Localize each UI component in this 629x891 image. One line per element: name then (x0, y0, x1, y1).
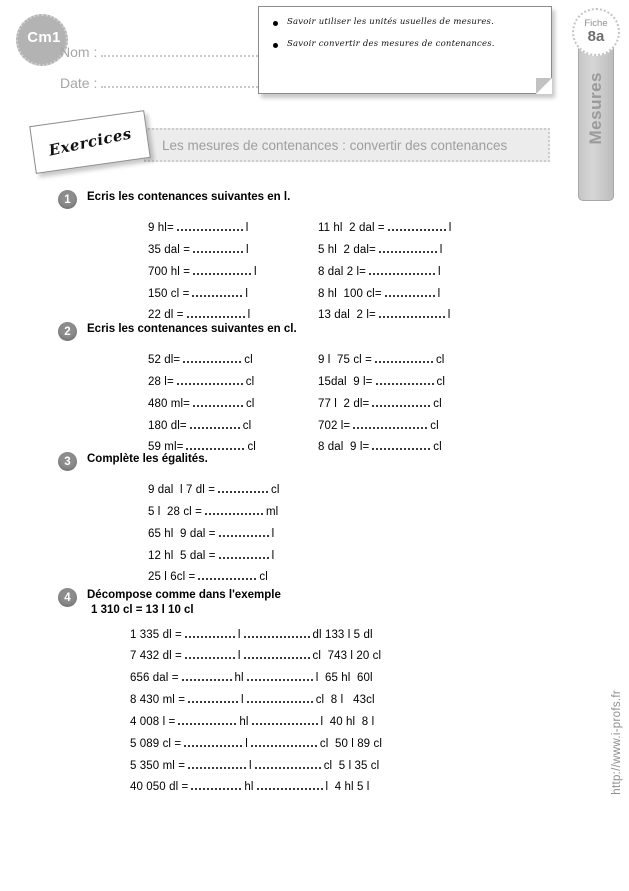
exercise-4 (0, 588, 570, 799)
answer-line (318, 394, 498, 416)
answer-blank[interactable] (244, 627, 310, 638)
answer-blank[interactable] (192, 286, 242, 297)
answer-blank[interactable] (257, 779, 323, 790)
line-suffix: cl 5 l 35 cl (323, 759, 380, 772)
line-prefix: 150 cl = (148, 287, 190, 300)
line-suffix: l (437, 287, 441, 300)
line-prefix: 28 l= (148, 375, 174, 388)
exercise-1-right-column (318, 218, 498, 327)
line-prefix: 35 dal = (148, 243, 191, 256)
answer-blank[interactable] (183, 352, 241, 363)
line-suffix: cl (259, 571, 268, 584)
line-prefix: 77 l 2 dl= (318, 397, 370, 410)
answer-line (130, 668, 490, 690)
answer-line (318, 284, 498, 306)
date-field-row (60, 75, 281, 91)
line-suffix: cl (242, 419, 252, 432)
answer-blank[interactable] (186, 439, 244, 450)
line-mid-unit: l (237, 628, 241, 641)
answer-blank[interactable] (182, 670, 232, 681)
line-suffix: l (247, 309, 251, 322)
answer-blank[interactable] (372, 439, 430, 450)
objective-text: Savoir utiliser les unités usuelles de mesures. (287, 17, 495, 27)
line-suffix: cl (436, 375, 446, 388)
answer-line (148, 480, 378, 502)
answer-blank[interactable] (388, 220, 446, 231)
sheet-number-badge (572, 8, 620, 56)
objectives-card (258, 6, 552, 94)
line-prefix: 8 dal 9 l= (318, 441, 370, 454)
name-label: Nom : (60, 44, 98, 60)
line-prefix: 59 ml= (148, 441, 184, 454)
line-mid-unit: l (237, 650, 241, 663)
exercise-3-heading (58, 452, 570, 471)
exercise-4-heading (58, 588, 570, 616)
answer-line (148, 350, 318, 372)
name-field-row (60, 44, 281, 60)
line-suffix: cl (244, 354, 253, 366)
sheet-word-label: Fiche (584, 18, 608, 29)
line-suffix: l (271, 527, 275, 540)
answer-blank[interactable] (379, 307, 445, 318)
answer-blank[interactable] (193, 264, 251, 275)
exercise-1-left-column (148, 218, 318, 327)
answer-line (148, 502, 378, 524)
answer-blank[interactable] (198, 569, 256, 580)
answer-line (318, 416, 498, 438)
page-title: Les mesures de contenances : convertir des contenances (162, 137, 508, 153)
answer-blank[interactable] (219, 548, 269, 559)
answer-line (130, 777, 490, 799)
name-input[interactable] (101, 45, 281, 57)
line-suffix: cl 50 l 89 cl (319, 737, 382, 750)
line-prefix: 8 430 ml = (130, 694, 186, 707)
level-badge-label: Cm1 (27, 28, 61, 46)
line-prefix: 8 dal 2 l= (318, 265, 366, 278)
line-mid-unit: l (245, 737, 248, 750)
line-suffix: l (245, 222, 249, 234)
line-prefix: 12 hl 5 dal = (148, 549, 216, 562)
line-prefix: 40 050 dl = (130, 781, 189, 794)
objective-item (273, 39, 539, 49)
answer-blank[interactable] (376, 374, 434, 385)
line-prefix: 702 l= (318, 419, 351, 432)
line-suffix: l (246, 243, 249, 256)
answer-line (318, 240, 498, 262)
answer-blank[interactable] (190, 418, 240, 429)
line-prefix: 9 l 75 cl = (318, 354, 372, 366)
line-prefix: 15dal 9 l= (318, 375, 373, 388)
date-input[interactable] (101, 76, 281, 88)
line-mid-unit: hl (234, 672, 244, 685)
answer-blank[interactable] (187, 307, 245, 318)
date-label: Date : (60, 75, 98, 91)
exercise-instruction: Complète les égalités. (87, 453, 208, 465)
sheet-number-label: 8a (587, 27, 605, 45)
exercise-3 (0, 452, 570, 589)
answer-blank[interactable] (205, 504, 263, 515)
answer-line (130, 625, 490, 647)
line-prefix: 9 dal l 7 dl = (148, 484, 216, 496)
line-suffix: cl (435, 354, 445, 366)
answer-blank[interactable] (178, 714, 236, 725)
line-prefix: 52 dl= (148, 354, 181, 366)
line-suffix: l (438, 265, 441, 278)
exercise-1-columns (0, 218, 570, 327)
answer-blank[interactable] (188, 758, 246, 769)
line-mid-unit: hl (244, 781, 254, 794)
objective-item (273, 17, 539, 27)
exercise-1-heading (58, 190, 570, 209)
line-suffix: cl (433, 441, 442, 454)
answer-line (148, 240, 318, 262)
exercise-number-badge: 4 (58, 588, 77, 607)
exercise-2-right-column (318, 350, 498, 459)
answer-line (148, 567, 378, 589)
answer-line (130, 734, 490, 756)
answer-blank[interactable] (191, 779, 241, 790)
line-prefix: 700 hl = (148, 265, 191, 278)
line-prefix: 5 350 ml = (130, 759, 186, 772)
bullet-icon (273, 21, 278, 26)
exercise-3-columns (0, 480, 570, 589)
line-mid-unit: l (249, 759, 252, 772)
answer-blank[interactable] (375, 352, 433, 363)
answer-blank[interactable] (177, 374, 243, 385)
line-suffix: cl 8 l 43cl (315, 694, 375, 707)
line-prefix: 65 hl 9 dal = (148, 527, 216, 540)
line-suffix: cl (271, 484, 280, 496)
exercices-tab (29, 110, 151, 174)
line-prefix: 13 dal 2 l= (318, 309, 376, 322)
exercise-instruction: Ecris les contenances suivantes en l. (87, 191, 291, 203)
line-suffix: l (271, 549, 275, 562)
exercise-number-badge: 3 (58, 452, 77, 471)
line-prefix: 1 335 dl = (130, 628, 182, 641)
exercise-2 (0, 322, 570, 459)
source-url: http://www.i-profs.fr (611, 690, 623, 795)
exercise-2-columns (0, 350, 570, 459)
bullet-icon (273, 43, 278, 48)
answer-blank[interactable] (255, 758, 321, 769)
exercise-example: 1 310 cl = 13 l 10 cl (91, 603, 194, 616)
answer-blank[interactable] (372, 396, 430, 407)
answer-blank[interactable] (177, 220, 243, 231)
answer-blank[interactable] (379, 242, 437, 253)
exercise-3-column (148, 480, 378, 589)
answer-blank[interactable] (385, 286, 435, 297)
exercise-instruction: Décompose comme dans l'exemple (87, 589, 281, 601)
exercices-tab-label: Exercices (46, 124, 134, 160)
line-prefix: 11 hl 2 dal = (318, 222, 385, 234)
answer-blank[interactable] (193, 242, 243, 253)
line-prefix: 9 hl= (148, 222, 174, 234)
answer-blank[interactable] (219, 526, 269, 537)
line-suffix: l (447, 309, 451, 322)
line-suffix: dl 133 l 5 dl (312, 628, 373, 641)
line-suffix: l 4 hl 5 l (325, 781, 370, 794)
answer-line (130, 646, 490, 668)
answer-blank[interactable] (251, 736, 317, 747)
line-suffix: cl 743 l 20 cl (312, 650, 382, 663)
answer-line (130, 690, 490, 712)
answer-line (318, 372, 498, 394)
line-prefix: 25 l 6cl = (148, 571, 196, 584)
answer-line (148, 416, 318, 438)
answer-blank[interactable] (193, 396, 243, 407)
line-suffix: l 65 hl 60l (315, 672, 373, 685)
line-suffix: l 40 hl 8 l (320, 715, 375, 728)
answer-blank[interactable] (353, 418, 427, 429)
line-mid-unit: hl (239, 715, 249, 728)
line-prefix: 5 l 28 cl = (148, 505, 202, 518)
line-suffix: cl (247, 441, 256, 454)
line-prefix: 180 dl= (148, 419, 187, 432)
answer-line (148, 372, 318, 394)
line-mid-unit: l (241, 694, 244, 707)
subject-label: Mesures (586, 72, 605, 145)
answer-line (148, 218, 318, 240)
answer-blank[interactable] (247, 692, 313, 703)
answer-blank[interactable] (247, 670, 313, 681)
line-suffix: cl (433, 397, 442, 410)
exercise-instruction: Ecris les contenances suivantes en cl. (87, 323, 297, 335)
line-suffix: ml (265, 505, 279, 518)
exercise-2-left-column (148, 350, 318, 459)
answer-line (148, 546, 378, 568)
line-prefix: 7 432 dl = (130, 650, 182, 663)
page-curl-icon (536, 78, 552, 94)
line-prefix: 8 hl 100 cl= (318, 287, 382, 300)
answer-line (318, 218, 498, 240)
line-suffix: cl (245, 397, 255, 410)
answer-line (130, 712, 490, 734)
exercise-number-badge: 1 (58, 190, 77, 209)
line-suffix: l (254, 265, 257, 278)
worksheet-title-bar (144, 128, 550, 162)
line-suffix: l (448, 222, 452, 234)
line-prefix: 480 ml= (148, 397, 190, 410)
line-prefix: 4 008 l = (130, 715, 176, 728)
exercise-4-column (130, 625, 490, 800)
answer-line (318, 262, 498, 284)
line-prefix: 5 hl 2 dal= (318, 243, 376, 256)
exercise-2-heading (58, 322, 570, 341)
answer-blank[interactable] (252, 714, 318, 725)
line-prefix: 656 dal = (130, 672, 179, 685)
answer-blank[interactable] (185, 648, 235, 659)
line-suffix: cl (245, 375, 255, 388)
answer-line (148, 524, 378, 546)
line-prefix: 5 089 cl = (130, 737, 182, 750)
line-prefix: 22 dl = (148, 309, 184, 322)
exercise-4-columns (0, 625, 570, 800)
answer-blank[interactable] (369, 264, 435, 275)
exercise-1 (0, 190, 570, 327)
answer-line (130, 756, 490, 778)
objective-text: Savoir convertir des mesures de contenances. (287, 39, 495, 49)
answer-blank[interactable] (218, 482, 268, 493)
line-suffix: l (245, 287, 249, 300)
answer-line (148, 284, 318, 306)
answer-blank[interactable] (244, 648, 310, 659)
answer-line (148, 394, 318, 416)
answer-blank[interactable] (185, 627, 235, 638)
answer-blank[interactable] (188, 692, 238, 703)
answer-blank[interactable] (184, 736, 242, 747)
line-suffix: cl (430, 419, 439, 432)
line-suffix: l (439, 243, 443, 256)
answer-line (148, 262, 318, 284)
answer-line (318, 350, 498, 372)
exercise-number-badge: 2 (58, 322, 77, 341)
